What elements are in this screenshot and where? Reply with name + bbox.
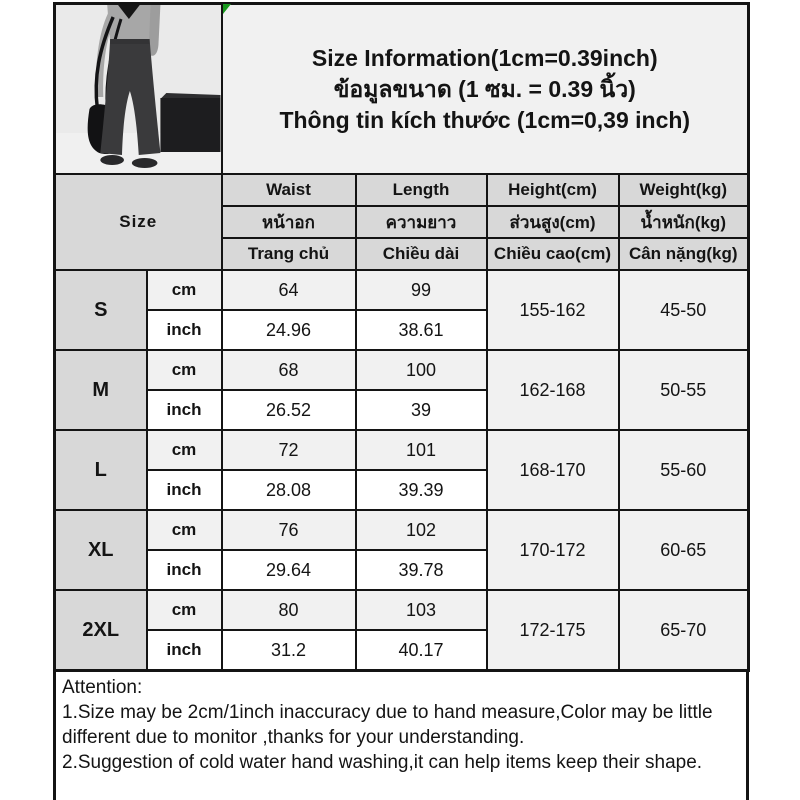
length-inch-value: 38.61 [356, 310, 487, 350]
length-cm-value: 102 [356, 510, 487, 550]
size-label-2xl: 2XL [55, 590, 147, 671]
size-corner-label: Size [55, 174, 222, 270]
col-header-weight-vi: Cân nặng(kg) [619, 238, 749, 270]
col-header-weight-th: น้ำหนัก(kg) [619, 206, 749, 238]
weight-range: 55-60 [619, 430, 749, 510]
size-label-m: M [55, 350, 147, 430]
size-label-l: L [55, 430, 147, 510]
length-cm-value: 99 [356, 270, 487, 310]
row-m-cm [55, 350, 749, 390]
waist-inch-value: 24.96 [222, 310, 356, 350]
waist-cm-value: 76 [222, 510, 356, 550]
unit-cm: cm [147, 590, 222, 630]
col-header-weight: Weight(kg) [619, 174, 749, 206]
waist-inch-value: 28.08 [222, 470, 356, 510]
unit-inch: inch [147, 390, 222, 430]
top-row [55, 4, 749, 175]
title-vietnamese: Thông tin kích thước (1cm=0,39 inch) [279, 106, 691, 133]
length-cm-value: 100 [356, 350, 487, 390]
unit-inch: inch [147, 310, 222, 350]
row-2xl-cm [55, 590, 749, 630]
attention-box [53, 672, 749, 800]
size-table [53, 2, 750, 672]
title-cell [222, 4, 749, 175]
height-range: 155-162 [487, 270, 619, 350]
unit-inch: inch [147, 630, 222, 671]
attention-line-2: 2.Suggestion of cold water hand washing,it can help items keep their shape. [62, 752, 703, 773]
height-range: 170-172 [487, 510, 619, 590]
length-cm-value: 101 [356, 430, 487, 470]
left-shoe [100, 155, 124, 165]
product-photo [55, 4, 222, 175]
title-english: Size Information(1cm=0.39inch) [311, 44, 658, 71]
col-header-length-vi: Chiều dài [356, 238, 487, 270]
model-photo-illustration [56, 5, 221, 173]
col-header-length-th: ความยาว [356, 206, 487, 238]
col-header-length: Length [356, 174, 487, 206]
weight-range: 65-70 [619, 590, 749, 671]
waistband [110, 39, 149, 44]
waist-cm-value: 64 [222, 270, 356, 310]
row-l-cm [55, 430, 749, 470]
length-inch-value: 40.17 [356, 630, 487, 671]
unit-cm: cm [147, 430, 222, 470]
height-range: 168-170 [487, 430, 619, 510]
col-header-waist-vi: Trang chủ [222, 238, 356, 270]
row-s-cm [55, 270, 749, 310]
attention-line-1: 1.Size may be 2cm/1inch inaccuracy due to hand measure,Color may be little different due to monitor ,thanks for your understanding. [62, 702, 713, 748]
weight-range: 50-55 [619, 350, 749, 430]
height-range: 162-168 [487, 350, 619, 430]
size-label-xl: XL [55, 510, 147, 590]
title-thai: ข้อมูลขนาด (1 ซม. = 0.39 นิ้ว) [333, 75, 636, 102]
col-header-height: Height(cm) [487, 174, 619, 206]
col-header-waist: Waist [222, 174, 356, 206]
col-header-height-th: ส่วนสูง(cm) [487, 206, 619, 238]
attention-heading: Attention: [62, 677, 143, 698]
waist-inch-value: 26.52 [222, 390, 356, 430]
size-chart-sheet [0, 2, 800, 800]
row-xl-cm [55, 510, 749, 550]
header-row-english [55, 174, 749, 206]
unit-inch: inch [147, 550, 222, 590]
weight-range: 45-50 [619, 270, 749, 350]
unit-cm: cm [147, 350, 222, 390]
right-shoe [132, 158, 158, 168]
black-box [160, 98, 220, 152]
size-label-s: S [55, 270, 147, 350]
excel-corner-flag-icon [223, 4, 231, 14]
unit-cm: cm [147, 270, 222, 310]
length-inch-value: 39.78 [356, 550, 487, 590]
col-header-height-vi: Chiều cao(cm) [487, 238, 619, 270]
length-cm-value: 103 [356, 590, 487, 630]
height-range: 172-175 [487, 590, 619, 671]
waist-cm-value: 80 [222, 590, 356, 630]
waist-cm-value: 72 [222, 430, 356, 470]
unit-cm: cm [147, 510, 222, 550]
waist-cm-value: 68 [222, 350, 356, 390]
length-inch-value: 39.39 [356, 470, 487, 510]
waist-inch-value: 29.64 [222, 550, 356, 590]
unit-inch: inch [147, 470, 222, 510]
col-header-waist-th: หน้าอก [222, 206, 356, 238]
length-inch-value: 39 [356, 390, 487, 430]
weight-range: 60-65 [619, 510, 749, 590]
waist-inch-value: 31.2 [222, 630, 356, 671]
